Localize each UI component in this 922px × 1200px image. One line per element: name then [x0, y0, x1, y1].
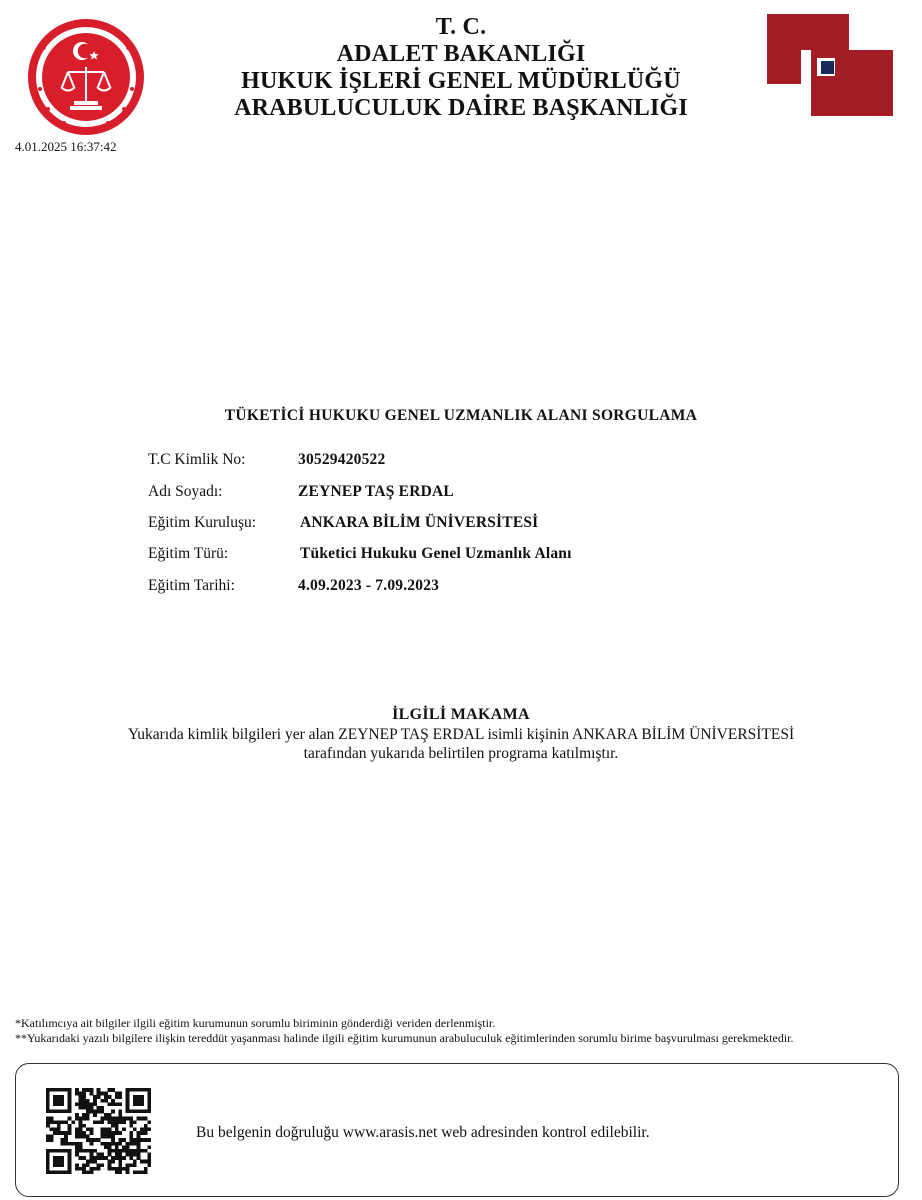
field-row-tc-kimlik: [148, 451, 245, 469]
field-row-egitim-tarihi: [148, 577, 235, 595]
field-row-egitim-kurulusu: [148, 514, 256, 532]
field-row-adi-soyadi: [148, 483, 223, 501]
field-value-tc-kimlik: 30529420522: [298, 451, 386, 468]
notice-title: İLGİLİ MAKAMA: [392, 706, 530, 723]
field-row-egitim-turu: [148, 545, 228, 563]
field-value-egitim-tarihi: 4.09.2023 - 7.09.2023: [298, 577, 440, 594]
field-label: T.C Kimlik No:: [148, 451, 246, 468]
mediation-logo-icon: [767, 14, 893, 116]
footnotes: [15, 1016, 900, 1046]
form-title: TÜKETİCİ HUKUKU GENEL UZMANLIK ALANI SORGULAMA: [224, 407, 698, 424]
header-line: T. C.: [435, 14, 487, 40]
notice-body: [0, 725, 922, 763]
field-label: Eğitim Türü:: [148, 545, 229, 562]
verification-text: Bu belgenin doğruluğu www.arasis.net web adresinden kontrol edilebilir.: [196, 1124, 650, 1141]
qr-code-icon[interactable]: [46, 1088, 151, 1174]
notice-line: tarafından yukarıda belirtilen programa katılmıştır.: [303, 745, 619, 762]
footnote: *Katılımcıya ait bilgiler ilgili eğitim kurumunun sorumlu biriminin gönderdiği veriden derlenmiştir.: [15, 1016, 496, 1030]
notice-line: Yukarıda kimlik bilgileri yer alan ZEYNEP TAŞ ERDAL isimli kişinin ANKARA BİLİM ÜNİVERSİTESİ: [127, 726, 795, 743]
field-value-egitim-turu: Tüketici Hukuku Genel Uzmanlık Alanı: [300, 545, 572, 562]
header-line: HUKUK İŞLERİ GENEL MÜDÜRLÜĞÜ: [241, 68, 681, 94]
field-label: Eğitim Tarihi:: [148, 577, 235, 594]
field-value-adi-soyadi: ZEYNEP TAŞ ERDAL: [298, 483, 454, 500]
header-line: ADALET BAKANLIĞI: [336, 41, 586, 67]
print-timestamp: 4.01.2025 16:37:42: [15, 139, 117, 154]
ministry-seal-icon: [26, 17, 146, 137]
field-value-egitim-kurulusu: ANKARA BİLİM ÜNİVERSİTESİ: [300, 514, 539, 531]
footnote: **Yukarıdaki yazılı bilgilere ilişkin tereddüt yaşanması halinde ilgili eğitim kurumunun arabuluculuk eğitimlerinden sorumlu birime başvurulması gerekmektedir.: [15, 1031, 794, 1045]
field-label: Eğitim Kuruluşu:: [148, 514, 257, 531]
header-line: ARABULUCULUK DAİRE BAŞKANLIĞI: [234, 95, 688, 121]
field-label: Adı Soyadı:: [148, 483, 223, 500]
header-title: [150, 14, 772, 122]
